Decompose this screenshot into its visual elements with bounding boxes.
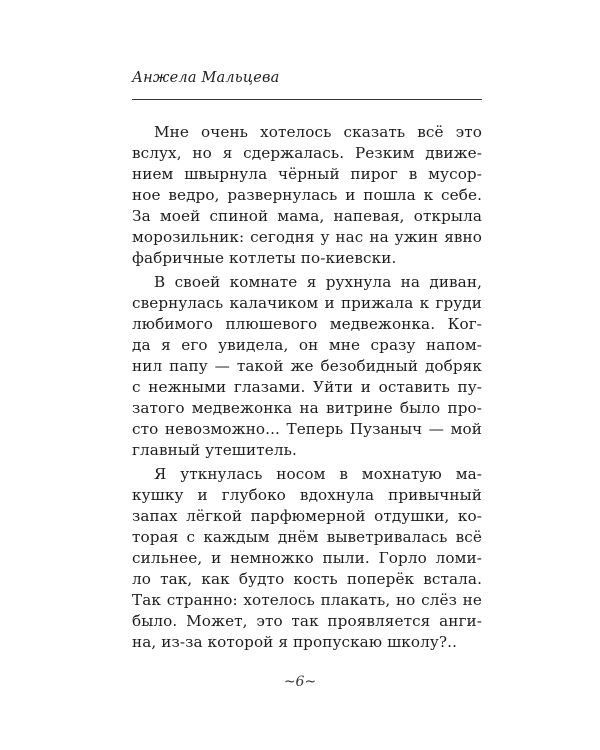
text-line: запах лёгкой парфюмерной отдушки, ко- <box>132 507 482 525</box>
text-line: торая с каждым днём выветривалась всё <box>132 528 482 546</box>
text-line: ло так, как будто кость поперёк встала. <box>132 570 482 588</box>
text-line: нил папу — такой же безобидный добряк <box>132 357 482 375</box>
header-rule <box>132 99 482 100</box>
text-line: ное ведро, развернулась и пошла к себе. <box>132 186 482 204</box>
body-text <box>132 122 482 653</box>
text-line: кушку и глубоко вдохнула привычный <box>132 486 482 504</box>
text-line: морозильник: сегодня у нас на ужин явно <box>132 228 482 246</box>
text-line: Я уткнулась носом в мохнатую ма- <box>154 465 482 483</box>
text-line: на, из-за которой я пропускаю школу?.. <box>132 633 458 651</box>
text-line: с нежными глазами. Уйти и оставить пу- <box>132 378 482 396</box>
running-head-author: Анжела Мальцева <box>132 70 280 86</box>
text-line: сильнее, и немножко пыли. Горло ломи- <box>132 549 482 567</box>
text-line: Так странно: хотелось плакать, но слёз не <box>132 591 482 609</box>
text-line: было. Может, это так проявляется анги- <box>132 612 482 630</box>
text-line: фабричные котлеты по-киевски. <box>132 249 397 267</box>
text-line: вслух, но я сдержалась. Резким движе- <box>132 144 482 162</box>
text-line: свернулась калачиком и прижала к груди <box>132 294 482 312</box>
text-line: главный утешитель. <box>132 441 297 459</box>
text-line: любимого плюшевого медвежонка. Ког- <box>132 315 482 333</box>
text-line: В своей комнате я рухнула на диван, <box>154 273 482 291</box>
text-line: да я его увидела, он мне сразу напом- <box>132 336 482 354</box>
text-line: Мне очень хотелось сказать всё это <box>154 123 482 141</box>
text-line: затого медвежонка на витрине было про- <box>132 399 482 417</box>
text-line: сто невозможно... Теперь Пузаныч — мой <box>132 420 482 438</box>
text-line: нием швырнула чёрный пирог в мусор- <box>132 165 482 183</box>
text-line: За моей спиной мама, напевая, открыла <box>132 207 482 225</box>
page-number: ~6~ <box>283 674 317 690</box>
